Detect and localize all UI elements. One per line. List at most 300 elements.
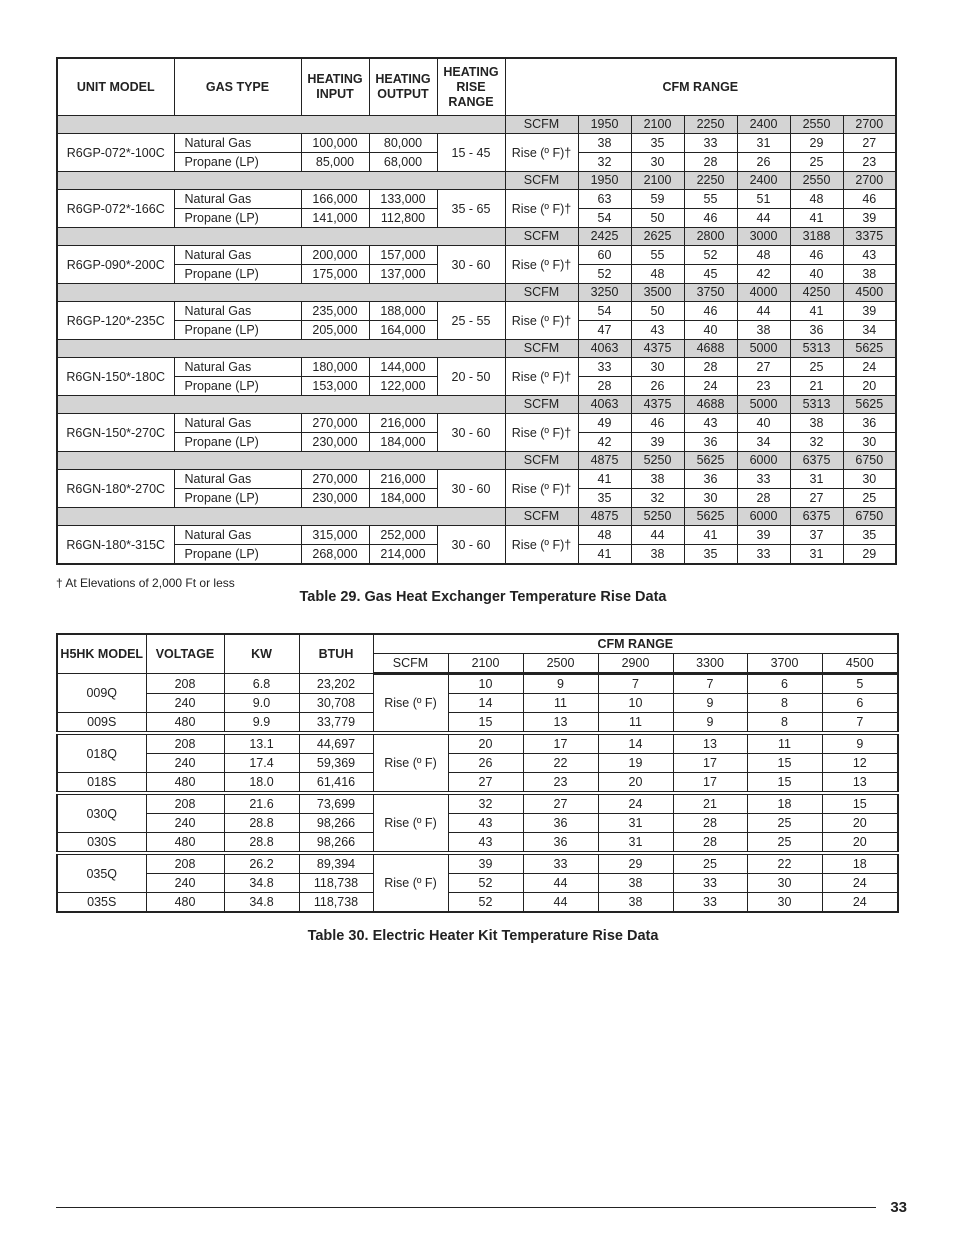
kw: 17.4 <box>224 754 299 773</box>
rise-label: Rise (º F)† <box>505 246 578 284</box>
rise-value: 22 <box>523 754 598 773</box>
table-row <box>57 713 898 734</box>
scfm-row <box>57 508 896 526</box>
rise-value: 31 <box>790 470 843 489</box>
rise-value: 49 <box>578 414 631 433</box>
header-cfm-range: CFM RANGE <box>373 634 898 654</box>
scfm-value: 4000 <box>737 284 790 302</box>
scfm-value: 3000 <box>737 228 790 246</box>
rise-value: 5 <box>822 674 898 694</box>
rise-value: 38 <box>578 134 631 153</box>
scfm-value: 2700 <box>843 172 896 190</box>
scfm-value: 4688 <box>684 396 737 414</box>
band-shade <box>57 116 505 134</box>
scfm-row <box>57 396 896 414</box>
scfm-value: 2550 <box>790 116 843 134</box>
rise-value: 15 <box>448 713 523 734</box>
rise-value: 55 <box>631 246 684 265</box>
rise-value: 24 <box>822 874 898 893</box>
band-shade <box>57 284 505 302</box>
rise-value: 18 <box>747 793 822 814</box>
table-row <box>57 833 898 854</box>
scfm-value: 5313 <box>790 340 843 358</box>
scfm-value: 1950 <box>578 172 631 190</box>
rise-label: Rise (º F)† <box>505 134 578 172</box>
btuh: 98,266 <box>299 833 373 854</box>
scfm-value: 6750 <box>843 508 896 526</box>
btuh: 118,738 <box>299 874 373 893</box>
rise-label: Rise (º F)† <box>505 302 578 340</box>
rise-value: 23 <box>523 773 598 794</box>
rise-value: 28 <box>673 814 747 833</box>
rise-value: 23 <box>737 377 790 396</box>
rise-value: 31 <box>598 814 673 833</box>
rise-value: 32 <box>578 153 631 172</box>
rise-value: 38 <box>631 545 684 565</box>
rise-value: 54 <box>578 209 631 228</box>
kw: 21.6 <box>224 793 299 814</box>
rise-value: 44 <box>737 302 790 321</box>
rise-value: 38 <box>598 893 673 913</box>
gas-type: Propane (LP) <box>174 377 301 396</box>
rise-value: 34 <box>843 321 896 340</box>
scfm-value: 5250 <box>631 452 684 470</box>
rise-value: 30 <box>631 153 684 172</box>
rise-value: 36 <box>523 833 598 854</box>
rise-value: 20 <box>598 773 673 794</box>
header-voltage: VOLTAGE <box>146 634 224 674</box>
cfm-value: 2900 <box>598 654 673 674</box>
rise-value: 41 <box>684 526 737 545</box>
rise-label: Rise (º F) <box>373 793 448 853</box>
scfm-value: 2700 <box>843 116 896 134</box>
rise-value: 39 <box>843 302 896 321</box>
rise-value: 31 <box>598 833 673 854</box>
rise-value: 54 <box>578 302 631 321</box>
rise-value: 46 <box>684 302 737 321</box>
h5hk-model: 030S <box>57 833 146 854</box>
gas-type: Propane (LP) <box>174 545 301 565</box>
scfm-value: 2425 <box>578 228 631 246</box>
gas-type: Natural Gas <box>174 526 301 545</box>
h5hk-model: 035S <box>57 893 146 913</box>
rise-value: 29 <box>790 134 843 153</box>
btuh: 61,416 <box>299 773 373 794</box>
heating-output: 216,000 <box>369 470 437 489</box>
rise-value: 31 <box>790 545 843 565</box>
rise-value: 35 <box>631 134 684 153</box>
heating-output: 184,000 <box>369 489 437 508</box>
rise-value: 17 <box>523 733 598 754</box>
rise-value: 20 <box>822 833 898 854</box>
kw: 18.0 <box>224 773 299 794</box>
gas-type: Natural Gas <box>174 470 301 489</box>
btuh: 73,699 <box>299 793 373 814</box>
heating-output: 184,000 <box>369 433 437 452</box>
rise-value: 32 <box>790 433 843 452</box>
footnote: † At Elevations of 2,000 Ft or less <box>56 576 235 590</box>
rise-value: 48 <box>737 246 790 265</box>
band-shade <box>57 396 505 414</box>
table-29-caption: Table 29. Gas Heat Exchanger Temperature Rise Data <box>299 589 667 605</box>
btuh: 33,779 <box>299 713 373 734</box>
rise-value: 48 <box>578 526 631 545</box>
cfm-value: 2100 <box>448 654 523 674</box>
scfm-row <box>57 116 896 134</box>
scfm-value: 4875 <box>578 452 631 470</box>
h5hk-model: 018Q <box>57 733 146 773</box>
gas-type: Propane (LP) <box>174 265 301 284</box>
table-row <box>57 190 896 209</box>
header-btuh: BTUH <box>299 634 373 674</box>
scfm-value: 1950 <box>578 116 631 134</box>
rise-value: 7 <box>673 674 747 694</box>
rise-value: 38 <box>843 265 896 284</box>
scfm-value: 5625 <box>684 508 737 526</box>
kw: 9.9 <box>224 713 299 734</box>
rise-value: 24 <box>822 893 898 913</box>
header-gas-type: GAS TYPE <box>174 58 301 116</box>
btuh: 44,697 <box>299 733 373 754</box>
rise-value: 28 <box>578 377 631 396</box>
voltage: 240 <box>146 814 224 833</box>
rise-value: 24 <box>843 358 896 377</box>
voltage: 208 <box>146 793 224 814</box>
table-row <box>57 853 898 874</box>
table-row <box>57 893 898 913</box>
rise-value: 30 <box>843 470 896 489</box>
scfm-value: 2100 <box>631 172 684 190</box>
rise-value: 44 <box>523 893 598 913</box>
rise-value: 46 <box>631 414 684 433</box>
band-shade <box>57 508 505 526</box>
heating-rise-range: 30 - 60 <box>437 470 505 508</box>
rise-value: 43 <box>631 321 684 340</box>
rise-value: 35 <box>578 489 631 508</box>
header-unit-model: UNIT MODEL <box>57 58 174 116</box>
rise-label: Rise (º F) <box>373 853 448 912</box>
heating-output: 252,000 <box>369 526 437 545</box>
unit-model: R6GN-150*-270C <box>57 414 174 452</box>
rise-value: 29 <box>598 853 673 874</box>
kw: 34.8 <box>224 893 299 913</box>
scfm-value: 2550 <box>790 172 843 190</box>
rise-value: 23 <box>843 153 896 172</box>
heating-output: 214,000 <box>369 545 437 565</box>
scfm-value: 6750 <box>843 452 896 470</box>
rise-value: 26 <box>631 377 684 396</box>
rise-value: 44 <box>737 209 790 228</box>
scfm-value: 4375 <box>631 396 684 414</box>
scfm-label: SCFM <box>505 172 578 190</box>
kw: 28.8 <box>224 833 299 854</box>
rise-value: 24 <box>684 377 737 396</box>
btuh: 89,394 <box>299 853 373 874</box>
heating-input: 235,000 <box>301 302 369 321</box>
heating-rise-range: 15 - 45 <box>437 134 505 172</box>
table-row <box>57 674 898 694</box>
rise-value: 41 <box>790 209 843 228</box>
rise-value: 6 <box>747 674 822 694</box>
gas-type: Natural Gas <box>174 414 301 433</box>
rise-label: Rise (º F)† <box>505 526 578 565</box>
rise-value: 11 <box>523 694 598 713</box>
rise-value: 50 <box>631 302 684 321</box>
rise-label: Rise (º F)† <box>505 358 578 396</box>
scfm-value: 5250 <box>631 508 684 526</box>
heating-input: 100,000 <box>301 134 369 153</box>
rise-value: 36 <box>843 414 896 433</box>
table-row <box>57 733 898 754</box>
rise-value: 36 <box>790 321 843 340</box>
heating-input: 175,000 <box>301 265 369 284</box>
gas-type: Propane (LP) <box>174 209 301 228</box>
rise-value: 25 <box>673 853 747 874</box>
rise-value: 25 <box>843 489 896 508</box>
scfm-value: 2800 <box>684 228 737 246</box>
scfm-value: 6000 <box>737 452 790 470</box>
header-scfm: SCFM <box>373 654 448 674</box>
kw: 28.8 <box>224 814 299 833</box>
rise-value: 25 <box>747 833 822 854</box>
header-heating-rise-range: HEATING RISE RANGE <box>437 58 505 116</box>
heating-rise-range: 30 - 60 <box>437 526 505 565</box>
scfm-label: SCFM <box>505 452 578 470</box>
heating-input: 270,000 <box>301 470 369 489</box>
rise-value: 33 <box>673 893 747 913</box>
rise-value: 55 <box>684 190 737 209</box>
rise-value: 22 <box>747 853 822 874</box>
table-row <box>57 814 898 833</box>
voltage: 208 <box>146 674 224 694</box>
rise-value: 19 <box>598 754 673 773</box>
unit-model: R6GP-072*-166C <box>57 190 174 228</box>
rise-value: 30 <box>747 874 822 893</box>
rise-value: 13 <box>523 713 598 734</box>
rise-value: 9 <box>523 674 598 694</box>
scfm-value: 2250 <box>684 172 737 190</box>
rise-value: 29 <box>843 545 896 565</box>
band-shade <box>57 340 505 358</box>
rise-value: 38 <box>598 874 673 893</box>
rise-value: 6 <box>822 694 898 713</box>
rise-value: 12 <box>822 754 898 773</box>
gas-type: Natural Gas <box>174 190 301 209</box>
rise-label: Rise (º F) <box>373 733 448 793</box>
rise-value: 17 <box>673 754 747 773</box>
rise-value: 30 <box>747 893 822 913</box>
heating-input: 141,000 <box>301 209 369 228</box>
table-row <box>57 134 896 153</box>
rise-value: 26 <box>448 754 523 773</box>
rise-value: 41 <box>578 470 631 489</box>
unit-model: R6GN-150*-180C <box>57 358 174 396</box>
rise-value: 33 <box>684 134 737 153</box>
rise-label: Rise (º F)† <box>505 414 578 452</box>
h5hk-model: 009Q <box>57 674 146 713</box>
scfm-value: 2100 <box>631 116 684 134</box>
rise-value: 43 <box>448 833 523 854</box>
rise-value: 41 <box>578 545 631 565</box>
voltage: 480 <box>146 773 224 794</box>
rise-value: 37 <box>790 526 843 545</box>
heating-output: 68,000 <box>369 153 437 172</box>
table-row <box>57 773 898 794</box>
rise-value: 33 <box>673 874 747 893</box>
table-row <box>57 246 896 265</box>
rise-value: 43 <box>843 246 896 265</box>
table-row <box>57 526 896 545</box>
cfm-value: 3300 <box>673 654 747 674</box>
header-cfm-range: CFM RANGE <box>505 58 896 116</box>
unit-model: R6GP-090*-200C <box>57 246 174 284</box>
heating-output: 216,000 <box>369 414 437 433</box>
rise-value: 36 <box>684 470 737 489</box>
voltage: 480 <box>146 893 224 913</box>
rise-value: 10 <box>598 694 673 713</box>
rise-value: 15 <box>822 793 898 814</box>
voltage: 480 <box>146 833 224 854</box>
btuh: 98,266 <box>299 814 373 833</box>
heating-input: 166,000 <box>301 190 369 209</box>
band-shade <box>57 452 505 470</box>
heating-output: 112,800 <box>369 209 437 228</box>
scfm-value: 4375 <box>631 340 684 358</box>
heating-input: 153,000 <box>301 377 369 396</box>
table-row <box>57 694 898 713</box>
scfm-value: 5625 <box>843 396 896 414</box>
scfm-label: SCFM <box>505 508 578 526</box>
rise-value: 28 <box>673 833 747 854</box>
heating-rise-range: 25 - 55 <box>437 302 505 340</box>
gas-type: Propane (LP) <box>174 489 301 508</box>
rise-value: 31 <box>737 134 790 153</box>
rise-value: 44 <box>523 874 598 893</box>
table-row <box>57 793 898 814</box>
heating-input: 180,000 <box>301 358 369 377</box>
scfm-value: 4063 <box>578 396 631 414</box>
band-shade <box>57 228 505 246</box>
rise-value: 63 <box>578 190 631 209</box>
rise-value: 42 <box>737 265 790 284</box>
heating-output: 144,000 <box>369 358 437 377</box>
rise-value: 27 <box>790 489 843 508</box>
rise-value: 9 <box>822 733 898 754</box>
rise-value: 52 <box>578 265 631 284</box>
rise-value: 32 <box>448 793 523 814</box>
table-row <box>57 358 896 377</box>
page-number: 33 <box>890 1199 907 1216</box>
scfm-label: SCFM <box>505 284 578 302</box>
rise-value: 14 <box>448 694 523 713</box>
rise-value: 27 <box>843 134 896 153</box>
scfm-row <box>57 452 896 470</box>
cfm-value: 4500 <box>822 654 898 674</box>
scfm-value: 2625 <box>631 228 684 246</box>
rise-value: 34 <box>737 433 790 452</box>
rise-value: 38 <box>737 321 790 340</box>
rise-label: Rise (º F) <box>373 674 448 734</box>
gas-type: Propane (LP) <box>174 153 301 172</box>
heating-input: 205,000 <box>301 321 369 340</box>
kw: 9.0 <box>224 694 299 713</box>
unit-model: R6GP-072*-100C <box>57 134 174 172</box>
heating-input: 268,000 <box>301 545 369 565</box>
table-row <box>57 470 896 489</box>
scfm-value: 3188 <box>790 228 843 246</box>
voltage: 208 <box>146 733 224 754</box>
scfm-label: SCFM <box>505 340 578 358</box>
rise-value: 13 <box>673 733 747 754</box>
scfm-value: 6375 <box>790 508 843 526</box>
heating-output: 157,000 <box>369 246 437 265</box>
kw: 26.2 <box>224 853 299 874</box>
rise-value: 45 <box>684 265 737 284</box>
rise-value: 10 <box>448 674 523 694</box>
rise-value: 13 <box>822 773 898 794</box>
voltage: 208 <box>146 853 224 874</box>
btuh: 23,202 <box>299 674 373 694</box>
gas-type: Propane (LP) <box>174 433 301 452</box>
rise-value: 15 <box>747 754 822 773</box>
rise-value: 59 <box>631 190 684 209</box>
scfm-value: 2400 <box>737 116 790 134</box>
heating-output: 133,000 <box>369 190 437 209</box>
scfm-value: 3750 <box>684 284 737 302</box>
table-row <box>57 302 896 321</box>
table-row <box>57 754 898 773</box>
rise-value: 48 <box>631 265 684 284</box>
electric-heater-kit-table <box>56 633 899 913</box>
btuh: 118,738 <box>299 893 373 913</box>
gas-type: Natural Gas <box>174 134 301 153</box>
heating-input: 230,000 <box>301 433 369 452</box>
kw: 6.8 <box>224 674 299 694</box>
heating-rise-range: 35 - 65 <box>437 190 505 228</box>
scfm-value: 5000 <box>737 340 790 358</box>
rise-value: 39 <box>631 433 684 452</box>
table-30-caption: Table 30. Electric Heater Kit Temperature Rise Data <box>307 928 659 944</box>
scfm-value: 4875 <box>578 508 631 526</box>
scfm-value: 2250 <box>684 116 737 134</box>
rise-value: 25 <box>747 814 822 833</box>
kw: 13.1 <box>224 733 299 754</box>
rise-value: 46 <box>684 209 737 228</box>
cfm-value: 2500 <box>523 654 598 674</box>
footer-rule <box>56 1207 876 1208</box>
rise-value: 41 <box>790 302 843 321</box>
rise-value: 27 <box>448 773 523 794</box>
rise-value: 33 <box>523 853 598 874</box>
scfm-value: 6375 <box>790 452 843 470</box>
heating-output: 122,000 <box>369 377 437 396</box>
unit-model: R6GN-180*-270C <box>57 470 174 508</box>
scfm-value: 3500 <box>631 284 684 302</box>
rise-label: Rise (º F)† <box>505 470 578 508</box>
heating-rise-range: 30 - 60 <box>437 414 505 452</box>
heating-rise-range: 20 - 50 <box>437 358 505 396</box>
rise-value: 7 <box>822 713 898 734</box>
rise-value: 39 <box>843 209 896 228</box>
rise-value: 28 <box>684 153 737 172</box>
gas-type: Propane (LP) <box>174 321 301 340</box>
rise-value: 52 <box>684 246 737 265</box>
btuh: 30,708 <box>299 694 373 713</box>
rise-value: 27 <box>523 793 598 814</box>
voltage: 240 <box>146 874 224 893</box>
rise-value: 35 <box>684 545 737 565</box>
rise-value: 32 <box>631 489 684 508</box>
